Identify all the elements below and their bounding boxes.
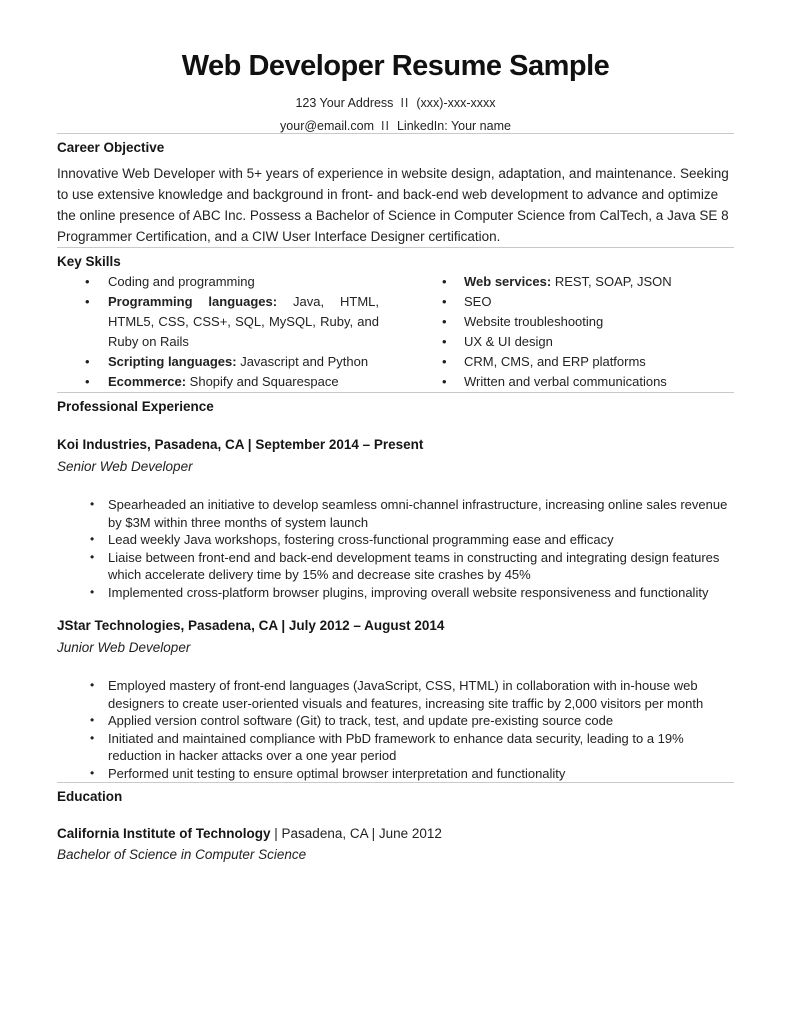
contact-line-address-phone [57, 96, 734, 110]
job-company-line: Koi Industries, Pasadena, CA | September 2014 – Present [57, 437, 424, 452]
skill-item [57, 372, 379, 392]
job-bullet [57, 677, 734, 712]
bullet-icon: • [90, 765, 95, 780]
phone-text: (xxx)-xxx-xxxx [416, 96, 496, 110]
bullet-icon: • [90, 678, 95, 692]
skill-text: Written and verbal communications [464, 374, 667, 389]
job-bullet [57, 531, 734, 549]
skill-item [442, 332, 734, 352]
page-title: Web Developer Resume Sample [181, 50, 610, 82]
job-bullet [57, 584, 734, 602]
job-bullet-text: Employed mastery of front-end languages (JavaScript, CSS, HTML) in collaboration with in-house web designers to create user-oriented visuals and features, increasing site traffic by 2,000 visitors per month [108, 678, 704, 711]
job-bullet-text: Applied version control software (Git) to track, test, and update pre-existing source code [108, 713, 614, 728]
job-bullet-text: Lead weekly Java workshops, fostering cross-functional programming ease and efficacy [108, 532, 614, 547]
job-bullet-text: Spearheaded an initiative to develop seamless omni-channel infrastructure, increasing online sales revenue by $3M within three months of system launch [108, 497, 728, 530]
linkedin-text: LinkedIn: Your name [396, 119, 511, 133]
skill-item [57, 352, 379, 372]
key-skills-right-column [442, 272, 734, 392]
bullet-icon: • [442, 354, 447, 369]
section-heading-professional-experience: Professional Experience [57, 399, 214, 414]
job-bullet [57, 712, 734, 730]
job-bullet-text: Initiated and maintained compliance with PbD framework to enhance data security, leading to a 19% reduction in hacker attacks over a one year period [108, 730, 684, 763]
job-company-line: JStar Technologies, Pasadena, CA | July 2012 – August 2014 [57, 618, 445, 633]
skill-item [57, 272, 379, 292]
contact-separator: II [381, 119, 390, 133]
section-divider [57, 782, 734, 783]
skill-text: Java, HTML, HTML5, CSS, CSS+, SQL, MySQL, Ruby, and Ruby on Rails [108, 294, 379, 349]
bullet-icon: • [85, 354, 90, 369]
key-skills-left-column [57, 272, 379, 392]
skill-text: Javascript and Python [240, 354, 369, 369]
bullet-icon: • [442, 294, 447, 309]
bullet-icon: • [90, 532, 95, 546]
skill-item [442, 372, 734, 392]
contact-separator: II [400, 96, 410, 110]
skill-item [442, 352, 734, 372]
skill-label: Ecommerce: [108, 374, 187, 389]
bullet-icon: • [90, 497, 95, 511]
job-bullet-text: Performed unit testing to ensure optimal browser interpretation and functionality [108, 765, 566, 781]
job-bullet [57, 765, 734, 783]
bullet-icon: • [442, 274, 447, 289]
section-divider [57, 392, 734, 393]
skill-text: Coding and programming [108, 274, 255, 289]
education-degree: Bachelor of Science in Computer Science [57, 847, 307, 862]
school-details: | Pasadena, CA | June 2012 [274, 826, 442, 841]
bullet-icon: • [85, 294, 90, 309]
skill-text: CRM, CMS, and ERP platforms [464, 354, 646, 369]
career-objective-text: Innovative Web Developer with 5+ years of experience in website design, adaptation, and maintenance. Seeking to use extensive knowledge and background in front- and back-end web development to advance and optimize the online presence of ABC Inc. Possess a Bachelor of Science in Computer Science from CalTech, a Java SE 8 Programmer Certification, and a CIW User Interface Designer certification. [57, 166, 729, 244]
section-heading-education: Education [57, 789, 123, 804]
job-bullet [57, 549, 734, 584]
key-skills-columns [57, 272, 734, 392]
bullet-icon: • [442, 374, 447, 389]
skill-label: Web services: [464, 274, 552, 289]
bullet-icon: • [90, 584, 95, 599]
bullet-icon: • [90, 730, 95, 745]
bullet-icon: • [85, 374, 90, 389]
skill-text: Website troubleshooting [464, 314, 604, 329]
job-bullet [57, 496, 734, 531]
skill-item [57, 292, 379, 352]
bullet-icon: • [442, 334, 447, 349]
job-bullet-list [57, 677, 734, 782]
skill-text: SEO [464, 294, 492, 309]
job-title: Junior Web Developer [57, 640, 191, 655]
skill-item [442, 312, 734, 332]
skill-item [442, 292, 734, 312]
education-school-line [57, 826, 734, 841]
skill-item [442, 272, 734, 292]
job-bullet-text: Implemented cross-platform browser plugins, improving overall website responsiveness and functionality [108, 584, 709, 600]
job-bullet-text: Liaise between front-end and back-end development teams in constructing and integrating design features which accelerate delivery time by 15% and decrease site crashes by 45% [108, 549, 720, 582]
section-divider [57, 247, 734, 248]
section-divider [57, 133, 734, 134]
address-text: 123 Your Address [295, 96, 394, 110]
bullet-icon: • [90, 549, 95, 564]
job-bullet-list [57, 496, 734, 601]
section-heading-key-skills: Key Skills [57, 254, 121, 269]
skill-label: Scripting languages: [108, 354, 237, 369]
job-title: Senior Web Developer [57, 459, 193, 474]
school-name: California Institute of Technology [57, 826, 271, 841]
email-text: your@email.com [280, 119, 375, 133]
skill-text: Shopify and Squarespace [189, 374, 339, 389]
skill-text: UX & UI design [464, 334, 553, 349]
bullet-icon: • [442, 314, 447, 329]
skill-label: Programming languages: [108, 294, 278, 309]
skill-text: REST, SOAP, JSON [554, 274, 672, 289]
bullet-icon: • [85, 274, 90, 289]
section-heading-career-objective: Career Objective [57, 140, 165, 155]
job-bullet [57, 730, 734, 765]
contact-line-email-linkedin [57, 119, 734, 133]
bullet-icon: • [90, 713, 95, 727]
